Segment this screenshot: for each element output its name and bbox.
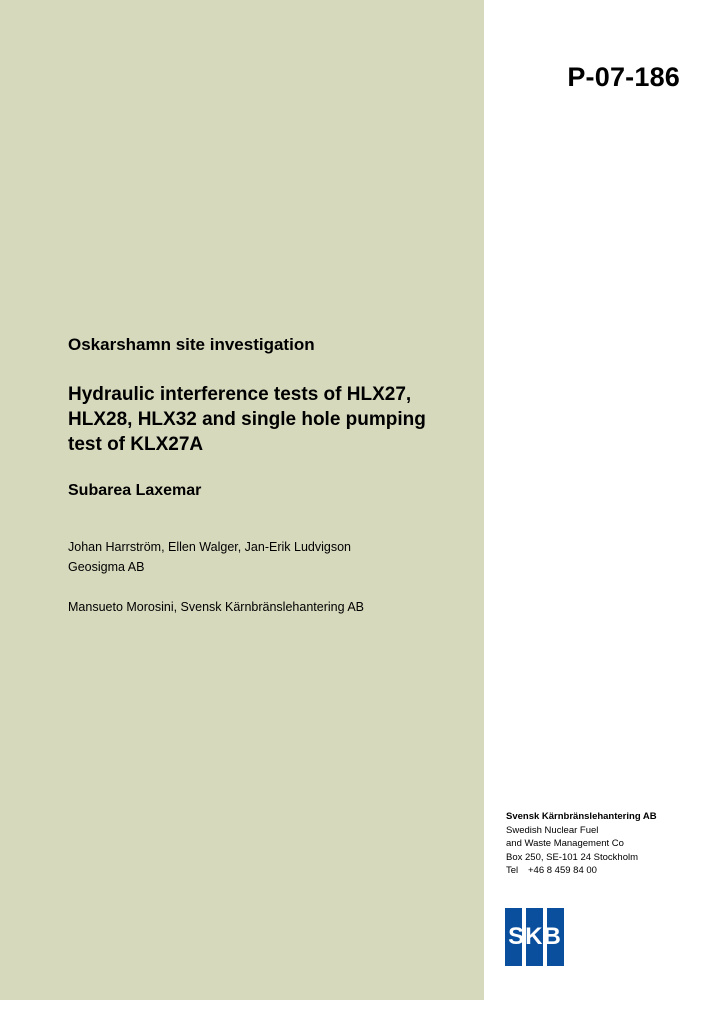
publisher-block [506, 810, 706, 878]
authors-group-2: Mansueto Morosini, Svensk Kärnbränslehantering AB [68, 600, 364, 614]
publisher-telephone [506, 864, 706, 878]
authors-group-1 [68, 537, 448, 577]
authors-names-1: Johan Harrström, Ellen Walger, Jan-Erik Ludvigson [68, 540, 351, 554]
publisher-line-2: and Waste Management Co [506, 838, 624, 849]
bottom-margin [0, 1000, 724, 1024]
publisher-organization: Svensk Kärnbränslehantering AB [506, 811, 657, 822]
logo-text: SKB [508, 923, 562, 950]
site-investigation-heading: Oskarshamn site investigation [68, 335, 315, 354]
publisher-line-1: Swedish Nuclear Fuel [506, 824, 599, 836]
report-number: P-07-186 [567, 62, 680, 92]
publisher-address: Box 250, SE-101 24 Stockholm [506, 851, 639, 863]
telephone-number: +46 8 459 84 00 [528, 865, 597, 876]
subarea-heading: Subarea Laxemar [68, 482, 202, 499]
authors-affiliation-1: Geosigma AB [68, 560, 145, 574]
title-block [68, 334, 448, 617]
page-title: Hydraulic interference tests of HLX27, HLX28, HLX32 and single hole pumping test of KLX27A [68, 384, 426, 455]
telephone-label: Tel [506, 865, 519, 876]
skb-logo [505, 908, 565, 966]
